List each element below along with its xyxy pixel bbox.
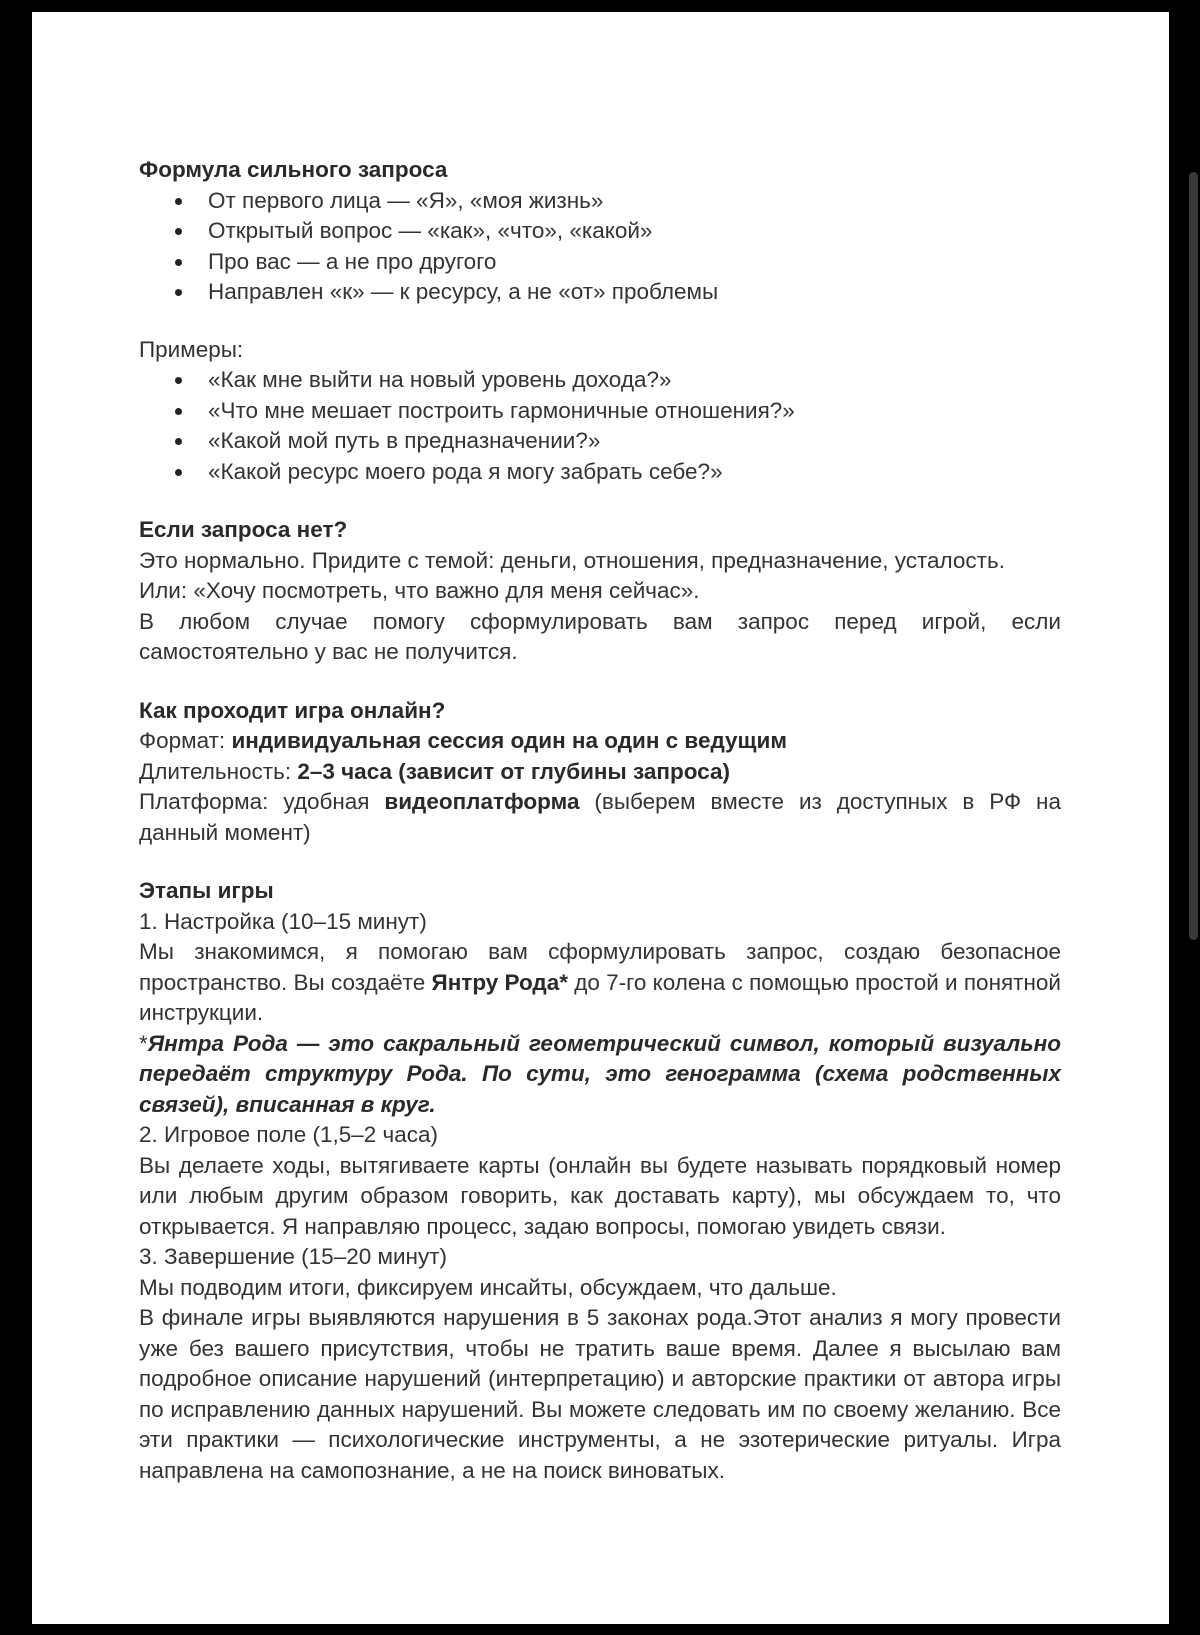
footnote bbox=[139, 1029, 1061, 1121]
bullet-icon bbox=[175, 438, 182, 445]
bullet-icon bbox=[175, 377, 182, 384]
spacer bbox=[139, 848, 1061, 876]
stage-2-title: 2. Игровое поле (1,5–2 часа) bbox=[139, 1122, 439, 1147]
no-request-line-3: В любом случае помогу сформулировать вам запрос перед игрой, если самостоятельно у вас не получится. bbox=[139, 608, 1061, 664]
duration-label: Длительность: bbox=[139, 758, 298, 784]
spacer bbox=[139, 487, 1061, 515]
bullet-icon bbox=[175, 469, 182, 476]
document-page bbox=[32, 12, 1169, 1624]
format-value: индивидуальная сессия один на один с ведущим bbox=[231, 728, 788, 753]
format-line bbox=[139, 726, 1061, 757]
bullet-icon bbox=[175, 259, 182, 266]
platform-label: Платформа: удобная bbox=[139, 789, 385, 814]
bullet-icon bbox=[175, 289, 182, 296]
spacer bbox=[139, 668, 1061, 696]
list-item: «Какой ресурс моего рода я могу забрать себе?» bbox=[139, 457, 1061, 488]
document-content bbox=[139, 155, 1061, 1486]
scrollbar-thumb[interactable] bbox=[1189, 172, 1198, 940]
stage-1-title: 1. Настройка (10–15 минут) bbox=[139, 908, 427, 934]
list-item: «Как мне выйти на новый уровень дохода?» bbox=[139, 365, 1061, 396]
stage-1-text: Мы знакомимся, я помогаю вам сформулировать запрос, создаю безопасное пространство. Вы создаёте Янтру Рода* до 7-го колена с помощью простой и понятной инструкции. bbox=[139, 939, 1061, 1025]
list-item: Открытый вопрос — «как», «что», «какой» bbox=[139, 216, 1061, 247]
spacer bbox=[139, 308, 1061, 335]
list-item: Направлен «к» — к ресурсу, а не «от» проблемы bbox=[139, 277, 1061, 308]
formula-list bbox=[139, 186, 1061, 308]
online-heading: Как проходит игра онлайн? bbox=[139, 697, 446, 723]
list-item: Про вас — а не про другого bbox=[139, 247, 1061, 278]
stages-heading: Этапы игры bbox=[139, 878, 274, 903]
duration-line bbox=[139, 757, 1061, 788]
format-label: Формат: bbox=[139, 728, 232, 753]
footnote-star: * bbox=[139, 1030, 148, 1056]
scrollbar[interactable] bbox=[1188, 172, 1198, 940]
platform-line bbox=[139, 787, 1061, 848]
list-item: «Какой мой путь в предназначении?» bbox=[139, 426, 1061, 457]
footnote-text: Янтра Рода — это сакральный геометрический символ, который визуально передаёт структуру Рода. По сути, это генограмма (схема родственных связей), вписанная в круг. bbox=[139, 1030, 1061, 1117]
list-item: «Что мне мешает построить гармоничные отношения?» bbox=[139, 396, 1061, 427]
no-request-line-1: Это нормально. Придите с темой: деньги, отношения, предназначение, усталость. bbox=[139, 547, 1005, 573]
bullet-icon bbox=[175, 228, 182, 235]
examples-heading: Примеры: bbox=[139, 336, 244, 362]
stage-3-title: 3. Завершение (15–20 минут) bbox=[139, 1244, 447, 1269]
yantra-term: Янтру Рода* bbox=[431, 969, 568, 995]
no-request-line-2: Или: «Хочу посмотреть, что важно для меня сейчас». bbox=[139, 578, 700, 603]
bullet-icon bbox=[175, 198, 182, 205]
examples-list bbox=[139, 365, 1061, 487]
final-text: В финале игры выявляются нарушения в 5 законах рода.Этот анализ я могу провести уже без вашего присутствия, чтобы не тратить ваше время. Далее я высылаю вам подробное описание нарушений (интерпретацию) и авторские практики от автора игры по исправлению данных нарушений. Вы можете следовать им по своему желанию. Все эти практики — психологические инструменты, а не эзотерические ритуалы. Игра направлена на самопознание, а не на поиск виноватых. bbox=[139, 1305, 1061, 1483]
duration-value: 2–3 часа (зависит от глубины запроса) bbox=[297, 758, 730, 784]
no-request-heading: Если запроса нет? bbox=[139, 517, 348, 542]
formula-heading: Формула сильного запроса bbox=[139, 157, 448, 182]
platform-value: видеоплатформа bbox=[384, 789, 580, 814]
stage-2-text: Вы делаете ходы, вытягиваете карты (онлайн вы будете называть порядковый номер или любым другим образом говорить, как доставать карту), мы обсуждаем то, что открывается. Я направляю процесс, задаю вопросы, помогаю увидеть связи. bbox=[139, 1152, 1061, 1239]
stage-3-text: Мы подводим итоги, фиксируем инсайты, обсуждаем, что дальше. bbox=[139, 1274, 837, 1300]
bullet-icon bbox=[175, 408, 182, 415]
list-item: От первого лица — «Я», «моя жизнь» bbox=[139, 186, 1061, 217]
platform-rest: (выберем вместе из доступных в РФ на данный момент) bbox=[139, 789, 1061, 845]
